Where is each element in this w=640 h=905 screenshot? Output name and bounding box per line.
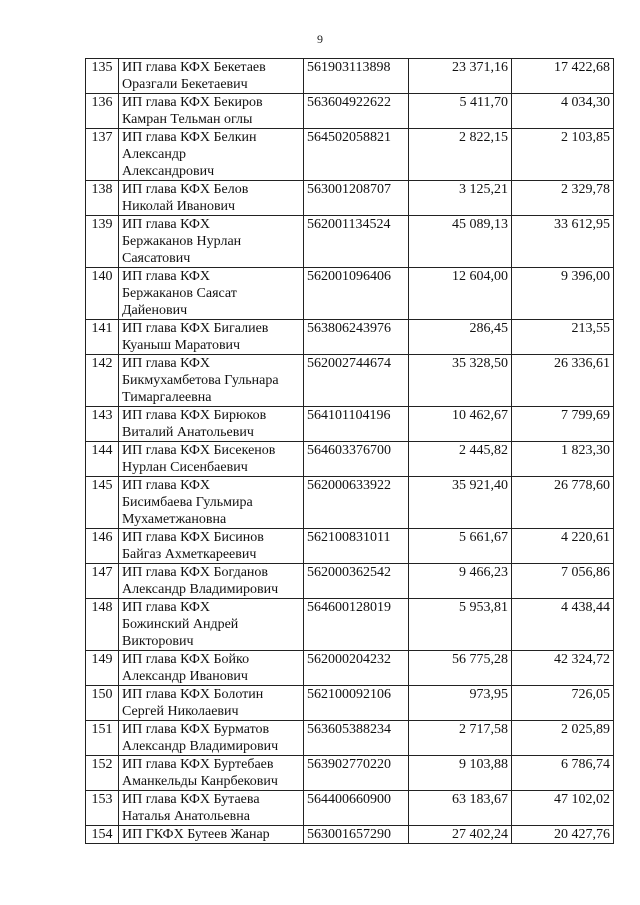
holder-name <box>119 599 304 651</box>
taxpayer-id: 564600128019 <box>304 599 409 651</box>
holder-name-line: ИП глава КФХ Бигалиев <box>122 321 269 336</box>
holder-name-line: Бисимбаева Гульмира <box>122 495 253 510</box>
row-number: 142 <box>86 355 119 407</box>
table-row <box>86 181 614 216</box>
holder-name-line: ИП глава КФХ Бирюков <box>122 408 267 423</box>
holder-name <box>119 564 304 599</box>
taxpayer-id: 563806243976 <box>304 320 409 355</box>
row-number: 151 <box>86 721 119 756</box>
holder-name <box>119 407 304 442</box>
holder-name-line: ИП глава КФХ <box>122 269 210 284</box>
holder-name-line: Викторович <box>122 634 194 649</box>
amount-1: 5 411,70 <box>409 94 512 129</box>
holder-name <box>119 756 304 791</box>
holder-name-line: Тимаргалеевна <box>122 390 212 405</box>
holder-name-line: ИП глава КФХ Бутаева <box>122 792 260 807</box>
amount-1: 56 775,28 <box>409 651 512 686</box>
holder-name <box>119 216 304 268</box>
amount-1: 35 921,40 <box>409 477 512 529</box>
table-row <box>86 564 614 599</box>
amount-2: 42 324,72 <box>512 651 614 686</box>
row-number: 152 <box>86 756 119 791</box>
amount-1: 5 661,67 <box>409 529 512 564</box>
row-number: 145 <box>86 477 119 529</box>
amount-2: 9 396,00 <box>512 268 614 320</box>
page-number: 9 <box>317 32 323 46</box>
holder-name-line: Камран Тельман оглы <box>122 112 253 127</box>
taxpayer-id: 564502058821 <box>304 129 409 181</box>
amount-1: 9 466,23 <box>409 564 512 599</box>
table-row <box>86 756 614 791</box>
amount-2: 7 799,69 <box>512 407 614 442</box>
amount-2: 2 103,85 <box>512 129 614 181</box>
holder-name-line: Александр <box>122 147 186 162</box>
holder-name <box>119 529 304 564</box>
holder-name <box>119 59 304 94</box>
table-row <box>86 721 614 756</box>
table-row <box>86 477 614 529</box>
holder-name-line: Александр Иванович <box>122 669 248 684</box>
holder-name <box>119 686 304 721</box>
holder-name-line: ИП глава КФХ <box>122 356 210 371</box>
row-number: 143 <box>86 407 119 442</box>
amount-2: 26 336,61 <box>512 355 614 407</box>
holder-name-line: Саясатович <box>122 251 191 266</box>
taxpayer-id: 562001134524 <box>304 216 409 268</box>
holder-name-line: Бикмухамбетова Гульнара <box>122 373 279 388</box>
amount-1: 2 445,82 <box>409 442 512 477</box>
holder-name-line: Сергей Николаевич <box>122 704 239 719</box>
table-row <box>86 651 614 686</box>
table-row <box>86 355 614 407</box>
amount-1: 5 953,81 <box>409 599 512 651</box>
amount-1: 2 717,58 <box>409 721 512 756</box>
table-row <box>86 407 614 442</box>
row-number: 141 <box>86 320 119 355</box>
row-number: 136 <box>86 94 119 129</box>
table-row <box>86 268 614 320</box>
holder-name-line: Мухаметжановна <box>122 512 227 527</box>
holder-name-line: Байгаз Ахметкареевич <box>122 547 257 562</box>
table-row <box>86 686 614 721</box>
table-row <box>86 791 614 826</box>
table-row <box>86 529 614 564</box>
row-number: 153 <box>86 791 119 826</box>
holder-name-line: Александрович <box>122 164 215 179</box>
holder-name <box>119 721 304 756</box>
holder-name <box>119 355 304 407</box>
amount-2: 213,55 <box>512 320 614 355</box>
holder-name-line: ИП глава КФХ Бисинов <box>122 530 264 545</box>
holder-name <box>119 442 304 477</box>
holder-name-line: ИП глава КФХ Богданов <box>122 565 269 580</box>
holder-name-line: Виталий Анатольевич <box>122 425 254 440</box>
holder-name-line: Наталья Анатольевна <box>122 809 251 824</box>
holder-name-line: ИП глава КФХ Бурматов <box>122 722 270 737</box>
holder-name-line: ИП глава КФХ Белкин <box>122 130 257 145</box>
table-row <box>86 826 614 844</box>
holder-name-line: Божинский Андрей <box>122 617 239 632</box>
amount-2: 20 427,76 <box>512 826 614 844</box>
row-number: 144 <box>86 442 119 477</box>
holder-name <box>119 268 304 320</box>
amount-2: 33 612,95 <box>512 216 614 268</box>
amount-1: 973,95 <box>409 686 512 721</box>
row-number: 150 <box>86 686 119 721</box>
taxpayer-id: 562000362542 <box>304 564 409 599</box>
row-number: 138 <box>86 181 119 216</box>
holder-name <box>119 651 304 686</box>
amount-1: 35 328,50 <box>409 355 512 407</box>
holder-name <box>119 477 304 529</box>
amount-1: 63 183,67 <box>409 791 512 826</box>
amount-2: 6 786,74 <box>512 756 614 791</box>
farms-table <box>85 58 614 844</box>
row-number: 137 <box>86 129 119 181</box>
amount-2: 4 220,61 <box>512 529 614 564</box>
table-row <box>86 129 614 181</box>
holder-name-line: ИП глава КФХ Буртебаев <box>122 757 274 772</box>
amount-1: 27 402,24 <box>409 826 512 844</box>
taxpayer-id: 562002744674 <box>304 355 409 407</box>
amount-2: 7 056,86 <box>512 564 614 599</box>
holder-name-line: Аманкельды Канрбекович <box>122 774 278 789</box>
holder-name-line: ИП глава КФХ Бекиров <box>122 95 263 110</box>
amount-2: 4 438,44 <box>512 599 614 651</box>
holder-name <box>119 129 304 181</box>
row-number: 154 <box>86 826 119 844</box>
amount-1: 2 822,15 <box>409 129 512 181</box>
table-row <box>86 320 614 355</box>
amount-1: 45 089,13 <box>409 216 512 268</box>
taxpayer-id: 564603376700 <box>304 442 409 477</box>
taxpayer-id: 561903113898 <box>304 59 409 94</box>
table-row <box>86 216 614 268</box>
holder-name-line: ИП ГКФХ Бутеев Жанар <box>122 827 270 842</box>
holder-name-line: ИП глава КФХ <box>122 600 210 615</box>
taxpayer-id: 564400660900 <box>304 791 409 826</box>
holder-name-line: ИП глава КФХ Бисекенов <box>122 443 276 458</box>
holder-name <box>119 320 304 355</box>
taxpayer-id: 563001657290 <box>304 826 409 844</box>
table-row <box>86 599 614 651</box>
amount-1: 12 604,00 <box>409 268 512 320</box>
taxpayer-id: 563604922622 <box>304 94 409 129</box>
row-number: 135 <box>86 59 119 94</box>
holder-name-line: ИП глава КФХ Бекетаев <box>122 60 266 75</box>
amount-2: 1 823,30 <box>512 442 614 477</box>
table-row <box>86 94 614 129</box>
holder-name-line: ИП глава КФХ Бойко <box>122 652 250 667</box>
holder-name-line: Дайенович <box>122 303 188 318</box>
holder-name <box>119 791 304 826</box>
taxpayer-id: 562000633922 <box>304 477 409 529</box>
holder-name-line: Бержаканов Саясат <box>122 286 237 301</box>
amount-1: 3 125,21 <box>409 181 512 216</box>
taxpayer-id: 563605388234 <box>304 721 409 756</box>
taxpayer-id: 562000204232 <box>304 651 409 686</box>
holder-name-line: Нурлан Сисенбаевич <box>122 460 248 475</box>
amount-2: 4 034,30 <box>512 94 614 129</box>
holder-name-line: Александр Владимирович <box>122 739 279 754</box>
holder-name-line: ИП глава КФХ Белов <box>122 182 249 197</box>
amount-2: 2 329,78 <box>512 181 614 216</box>
row-number: 139 <box>86 216 119 268</box>
amount-2: 726,05 <box>512 686 614 721</box>
table-row <box>86 442 614 477</box>
holder-name-line: ИП глава КФХ <box>122 217 210 232</box>
taxpayer-id: 563001208707 <box>304 181 409 216</box>
holder-name-line: Александр Владимирович <box>122 582 279 597</box>
row-number: 140 <box>86 268 119 320</box>
holder-name <box>119 94 304 129</box>
holder-name-line: Бержаканов Нурлан <box>122 234 242 249</box>
taxpayer-id: 562100092106 <box>304 686 409 721</box>
amount-2: 26 778,60 <box>512 477 614 529</box>
holder-name-line: Николай Иванович <box>122 199 236 214</box>
amount-1: 23 371,16 <box>409 59 512 94</box>
amount-2: 47 102,02 <box>512 791 614 826</box>
amount-2: 2 025,89 <box>512 721 614 756</box>
row-number: 147 <box>86 564 119 599</box>
table-body <box>86 59 614 844</box>
holder-name-line: Оразгали Бекетаевич <box>122 77 248 92</box>
amount-1: 9 103,88 <box>409 756 512 791</box>
table-row <box>86 59 614 94</box>
holder-name <box>119 826 304 844</box>
row-number: 148 <box>86 599 119 651</box>
amount-1: 10 462,67 <box>409 407 512 442</box>
amount-1: 286,45 <box>409 320 512 355</box>
row-number: 146 <box>86 529 119 564</box>
holder-name-line: ИП глава КФХ <box>122 478 210 493</box>
taxpayer-id: 563902770220 <box>304 756 409 791</box>
holder-name-line: ИП глава КФХ Болотин <box>122 687 264 702</box>
holder-name-line: Куаныш Маратович <box>122 338 241 353</box>
holder-name <box>119 181 304 216</box>
taxpayer-id: 562100831011 <box>304 529 409 564</box>
row-number: 149 <box>86 651 119 686</box>
taxpayer-id: 564101104196 <box>304 407 409 442</box>
taxpayer-id: 562001096406 <box>304 268 409 320</box>
amount-2: 17 422,68 <box>512 59 614 94</box>
